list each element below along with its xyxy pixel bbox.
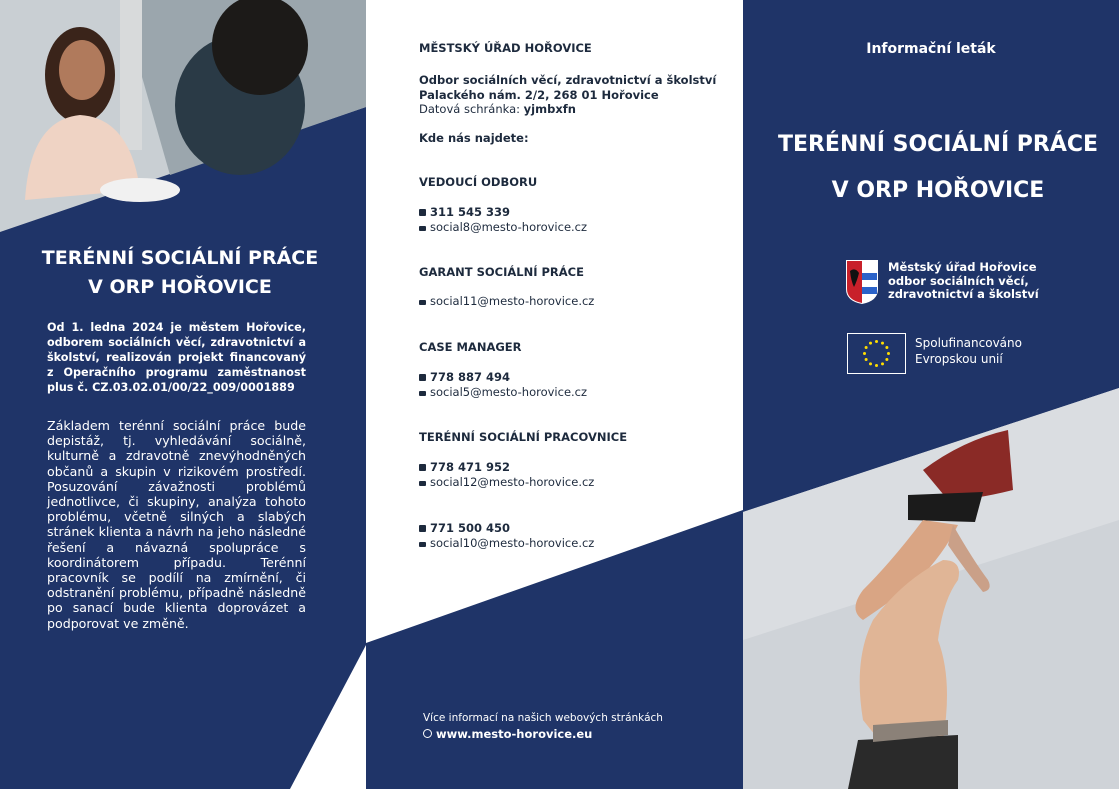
eu-funding-text xyxy=(915,335,1022,367)
databox xyxy=(419,102,576,117)
contact-email[interactable] xyxy=(419,220,587,235)
email-address: social11@mesto-horovice.cz xyxy=(430,294,595,308)
project-intro: Od 1. ledna 2024 je městem Hořovice, odborem sociálních věcí, zdravotnictví a školství, realizován projekt financovaný z Operačního programu zaměstnanost plus č. CZ.03.02.01/00/22_009/0001889 xyxy=(47,321,306,394)
databox-id: yjmbxfn xyxy=(523,102,576,116)
leaflet-label: Informační leták xyxy=(866,41,996,57)
eu-star xyxy=(881,362,884,365)
databox-label: Datová schránka: xyxy=(419,102,521,116)
email-address: social5@mesto-horovice.cz xyxy=(430,385,588,399)
phone-icon xyxy=(419,464,426,471)
eu-star xyxy=(885,346,888,349)
middle-panel xyxy=(366,0,743,789)
contact-role: TERÉNNÍ SOCIÁLNÍ PRACOVNICE xyxy=(419,430,628,444)
right-title xyxy=(743,122,1119,214)
contact-email[interactable] xyxy=(419,294,594,309)
eu-star xyxy=(865,346,868,349)
contact-role: CASE MANAGER xyxy=(419,340,522,354)
contact-email[interactable] xyxy=(419,385,587,400)
office-line2: odbor sociálních věcí, xyxy=(888,273,1029,288)
eu-star xyxy=(863,352,866,355)
contact-phone[interactable] xyxy=(419,370,510,385)
eu-star xyxy=(875,364,878,367)
where-label: Kde nás najdete: xyxy=(419,131,529,145)
right-panel-background xyxy=(743,0,1119,789)
office-title: MĚSTSKÝ ÚŘAD HOŘOVICE xyxy=(419,41,592,55)
right-title-line2: V ORP HOŘOVICE xyxy=(831,178,1045,203)
office-line3: zdravotnictví a školství xyxy=(888,287,1039,301)
contact-phone[interactable] xyxy=(419,521,510,536)
eu-star xyxy=(869,342,872,345)
website-link[interactable] xyxy=(423,727,592,741)
eu-line2: Evropskou unií xyxy=(915,352,1003,366)
left-title-line2: V ORP HOŘOVICE xyxy=(88,276,272,298)
eu-star xyxy=(875,340,878,343)
eu-star xyxy=(881,342,884,345)
email-icon xyxy=(419,300,426,305)
email-address: social8@mesto-horovice.cz xyxy=(430,220,588,234)
eu-star xyxy=(887,352,890,355)
eu-stars xyxy=(848,334,905,373)
left-panel xyxy=(0,0,366,789)
eu-star xyxy=(885,358,888,361)
contact-role: GARANT SOCIÁLNÍ PRÁCE xyxy=(419,265,584,279)
phone-icon xyxy=(419,374,426,381)
left-title-line1: TERÉNNÍ SOCIÁLNÍ PRÁCE xyxy=(41,247,319,269)
footer-text: Více informací na našich webových stránkách xyxy=(423,712,663,724)
eu-line1: Spolufinancováno xyxy=(915,336,1022,350)
project-description: Základem terénní sociální práce bude depistáž, tj. vyhledávání sociálně, kulturně a zdravotně znevýhodněných občanů a skupin v rizikovém prostředí. Posuzování závažnosti problémů jednotlivce, či skupiny, analýza tohoto problému, včetně silných a slabých stránek klienta a návrh na jeho následné řešení a návazná spolupráce s koordinátorem případu. Terénní pracovník se podílí na zmírnění, či odstranění problému, případně následně po sanací bude klienta doprovázet a podporovat ve změně. xyxy=(47,418,306,631)
office-line1: Městský úřad Hořovice xyxy=(888,260,1037,274)
phone-icon xyxy=(419,525,426,532)
email-icon xyxy=(419,542,426,547)
address: Palackého nám. 2/2, 268 01 Hořovice xyxy=(419,88,659,102)
email-icon xyxy=(419,391,426,396)
eu-flag-icon xyxy=(847,333,906,374)
email-address: social10@mesto-horovice.cz xyxy=(430,536,595,550)
phone-number: 778 471 952 xyxy=(430,460,511,474)
website-url: www.mesto-horovice.eu xyxy=(436,727,593,741)
contact-phone[interactable] xyxy=(419,205,510,220)
email-address: social12@mesto-horovice.cz xyxy=(430,475,595,489)
phone-number: 311 545 339 xyxy=(430,205,511,219)
right-title-line1: TERÉNNÍ SOCIÁLNÍ PRÁCE xyxy=(777,132,1099,157)
contact-email[interactable] xyxy=(419,536,594,551)
globe-icon xyxy=(423,729,432,738)
phone-number: 771 500 450 xyxy=(430,521,511,535)
phone-icon xyxy=(419,209,426,216)
department: Odbor sociálních věcí, zdravotnictví a školství xyxy=(419,73,717,87)
left-title xyxy=(30,244,330,302)
contact-phone[interactable] xyxy=(419,460,510,475)
email-icon xyxy=(419,481,426,486)
contact-role: VEDOUCÍ ODBORU xyxy=(419,175,538,189)
email-icon xyxy=(419,226,426,231)
office-logo-text xyxy=(888,261,1039,302)
right-panel xyxy=(743,0,1119,789)
contact-email[interactable] xyxy=(419,475,594,490)
eu-star xyxy=(865,358,868,361)
phone-number: 778 887 494 xyxy=(430,370,511,384)
eu-star xyxy=(869,362,872,365)
city-crest-logo xyxy=(845,259,879,305)
